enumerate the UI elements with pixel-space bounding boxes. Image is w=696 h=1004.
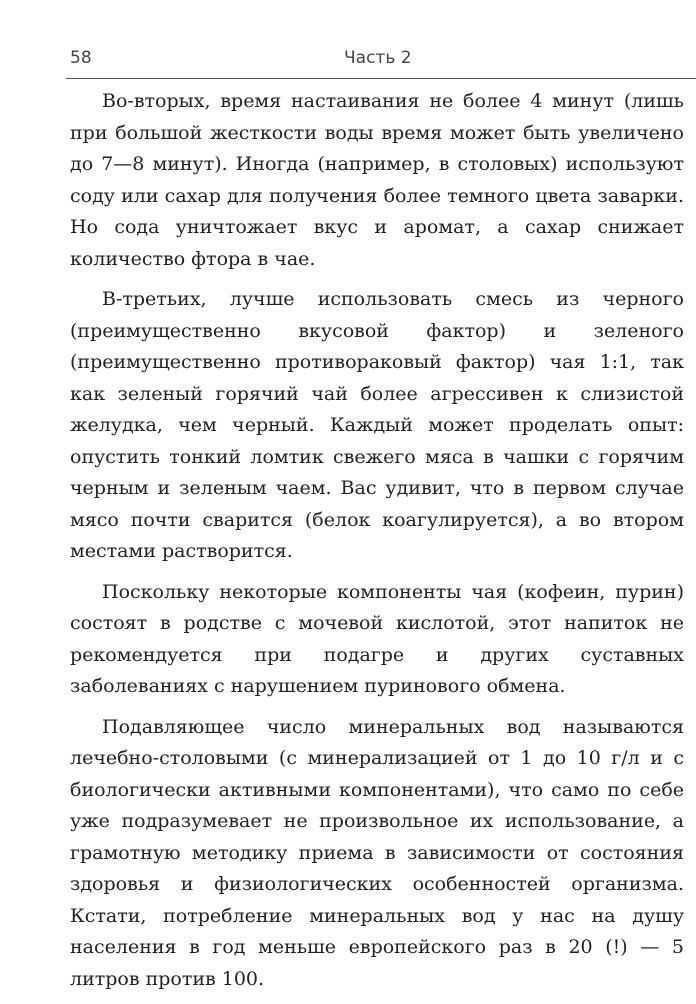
body-text	[70, 86, 684, 1004]
page-number: 58	[70, 48, 92, 68]
section-title: Часть 2	[344, 48, 412, 68]
header-divider	[66, 78, 696, 79]
paragraph-3: Поскольку некоторые компоненты чая (кофеин, пурин) состоят в родстве с мочевой кислотой, этот напиток не рекомендуется при подагре и других суставных заболеваниях с нарушением пуринового обмена.	[70, 580, 684, 697]
paragraph-4: Подавляющее число минеральных вод называются лечебно-столовыми (с минерализацией от 1 до 10 г/л и с биологически активными компонентами), что само по себе уже подразумевает не произвольное их использование, а грамотную методику приема в зависимости от состояния здоровья и физиологических особенностей организма. Кстати, потребление минеральных вод у нас на душу населения в год меньше европейского раз в 20 (!) — 5 литров против 100.	[70, 715, 684, 990]
paragraph-1: Во-вторых, время настаивания не более 4 минут (лишь при большой жесткости воды время может быть увеличено до 7—8 минут). Иногда (например, в столовых) используют соду или сахар для получения более темного цвета заварки. Но сода уничтожает вкус и аромат, а сахар снижает количество фтора в чае.	[70, 90, 684, 270]
page-header	[70, 44, 680, 72]
paragraph-2: В-третьих, лучше использовать смесь из черного (преимущественно вкусовой фактор) и зеленого (преимущественно противораковый фактор) чая 1:1, так как зеленый горячий чай более агрессивен к слизистой желудка, чем черный. Каждый может проделать опыт: опустить тонкий ломтик свежего мяса в чашки с горячим черным и зеленым чаем. Вас удивит, что в первом случае мясо почти сварится (белок коагулируется), а во втором местами растворится.	[70, 288, 684, 562]
